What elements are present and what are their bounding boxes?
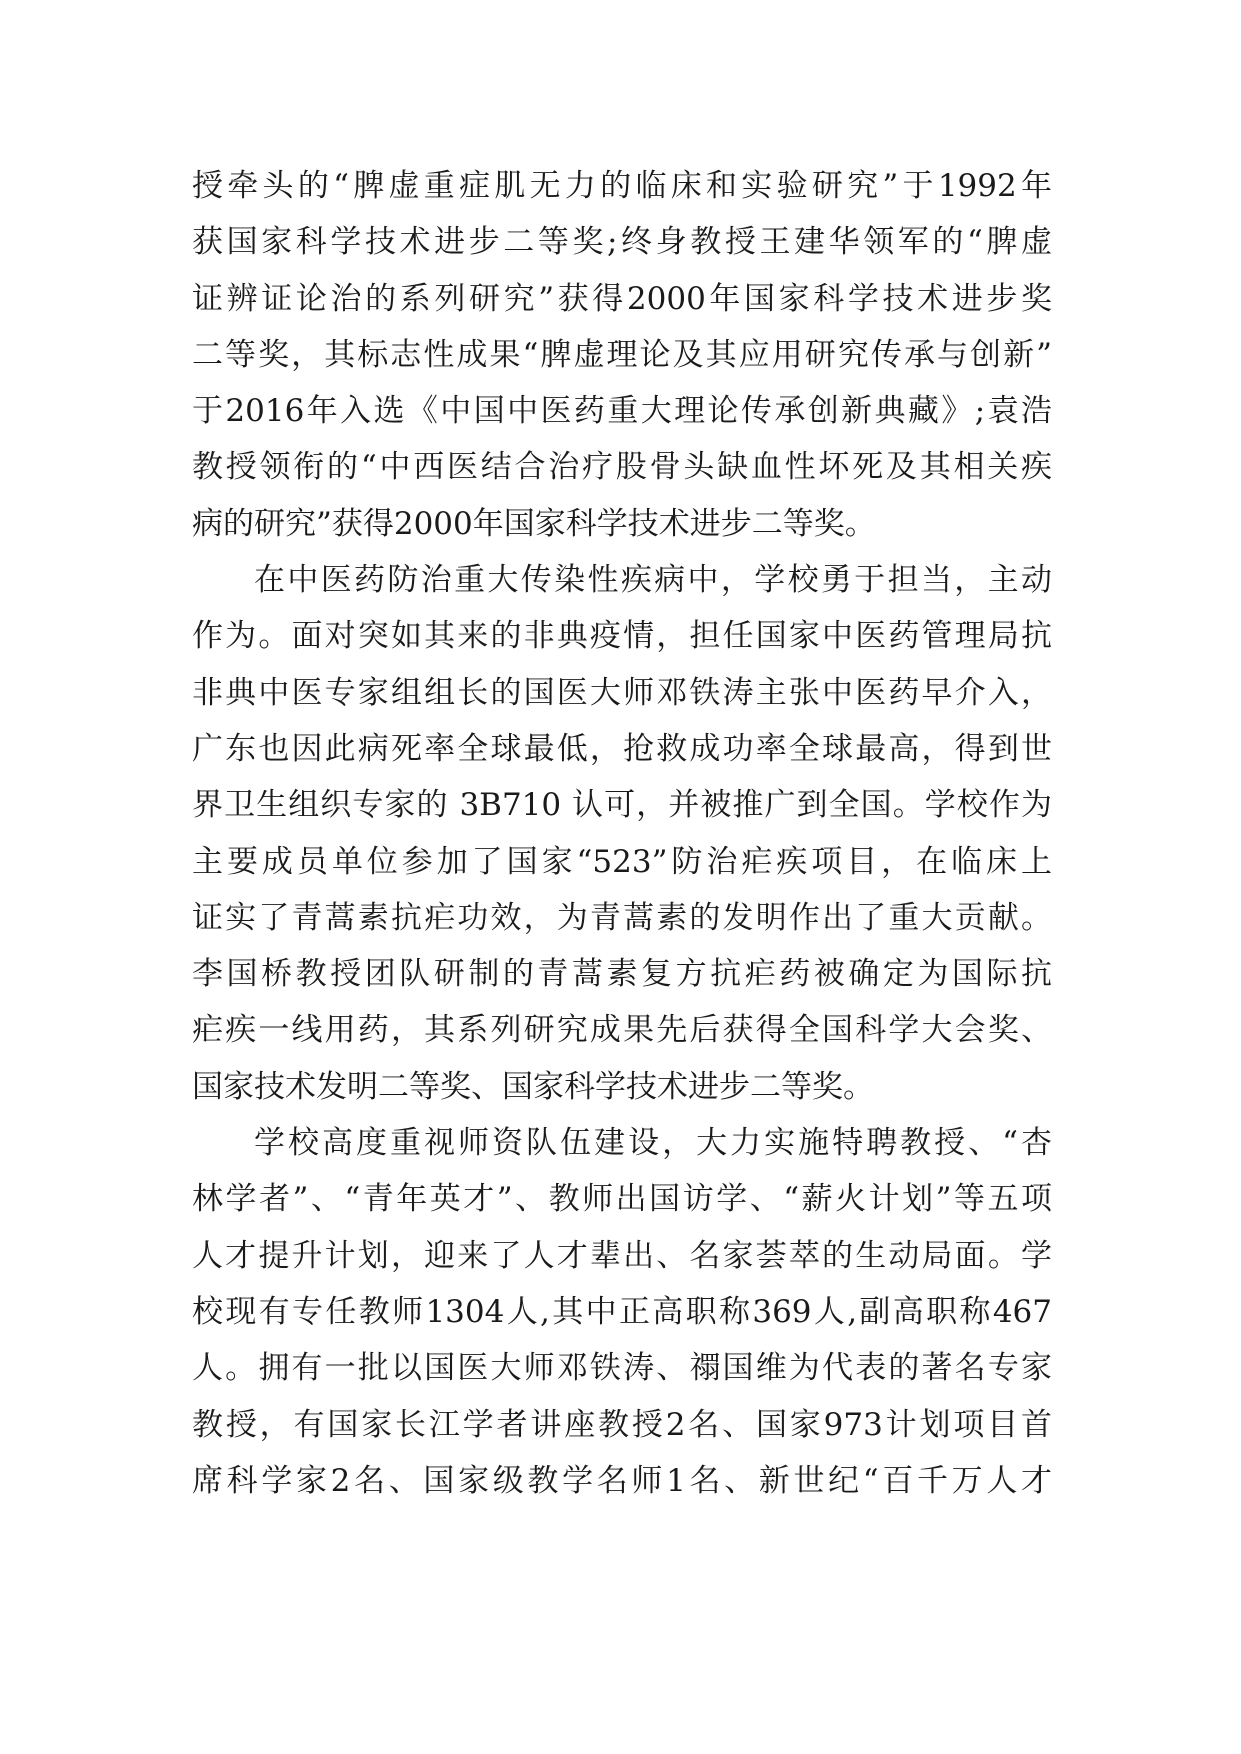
text-line: 二等奖，其标志性成果“脾虚理论及其应用研究传承与创新” bbox=[192, 336, 1052, 373]
text-line: 在中医药防治重大传染性疾病中，学校勇于担当，主动 bbox=[254, 562, 1052, 599]
text-line: 界卫生组织专家的 3B710 认可，并被推广到全国。学校作为 bbox=[192, 787, 1052, 824]
text-line: 非典中医专家组组长的国医大师邓铁涛主张中医药早介入， bbox=[192, 674, 1052, 711]
text-line: 席科学家2名、国家级教学名师1名、新世纪“百千万人才 bbox=[192, 1462, 1052, 1499]
text-line: 学校高度重视师资队伍建设，大力实施特聘教授、“杏 bbox=[254, 1125, 1052, 1162]
text-line: 教授领衔的“中西医结合治疗股骨头缺血性坏死及其相关疾 bbox=[192, 449, 1052, 486]
text-line: 于2016年入选《中国中医药重大理论传承创新典藏》;袁浩 bbox=[192, 393, 1052, 430]
text-line: 林学者”、“青年英才”、教师出国访学、“薪火计划”等五项 bbox=[192, 1181, 1052, 1218]
text-line: 证实了青蒿素抗疟功效，为青蒿素的发明作出了重大贡献。 bbox=[192, 899, 1052, 936]
text-line: 证辨证论治的系列研究”获得2000年国家科学技术进步奖 bbox=[192, 280, 1052, 317]
text-line: 广东也因此病死率全球最低，抢救成功率全球最高，得到世 bbox=[192, 730, 1052, 767]
text-line: 李国桥教授团队研制的青蒿素复方抗疟药被确定为国际抗 bbox=[192, 956, 1052, 993]
text-line: 国家技术发明二等奖、国家科学技术进步二等奖。 bbox=[192, 1068, 874, 1105]
text-line: 授牵头的“脾虚重症肌无力的临床和实验研究”于1992年 bbox=[192, 168, 1052, 204]
text-line: 人才提升计划，迎来了人才辈出、名家荟萃的生动局面。学 bbox=[192, 1237, 1052, 1274]
text-line: 人。拥有一批以国医大师邓铁涛、禤国维为代表的著名专家 bbox=[192, 1350, 1052, 1387]
text-line: 病的研究”获得2000年国家科学技术进步二等奖。 bbox=[192, 505, 876, 542]
text-line: 主要成员单位参加了国家“523”防治疟疾项目，在临床上 bbox=[192, 843, 1052, 880]
text-line: 教授，有国家长江学者讲座教授2名、国家973计划项目首 bbox=[192, 1406, 1052, 1443]
text-line: 校现有专任教师1304人,其中正高职称369人,副高职称467 bbox=[192, 1293, 1052, 1330]
text-line: 疟疾一线用药，其系列研究成果先后获得全国科学大会奖、 bbox=[192, 1012, 1052, 1049]
text-line: 作为。面对突如其来的非典疫情，担任国家中医药管理局抗 bbox=[192, 618, 1052, 655]
text-line: 获国家科学技术进步二等奖;终身教授王建华领军的“脾虚 bbox=[192, 224, 1052, 261]
body-text bbox=[192, 158, 1052, 1509]
